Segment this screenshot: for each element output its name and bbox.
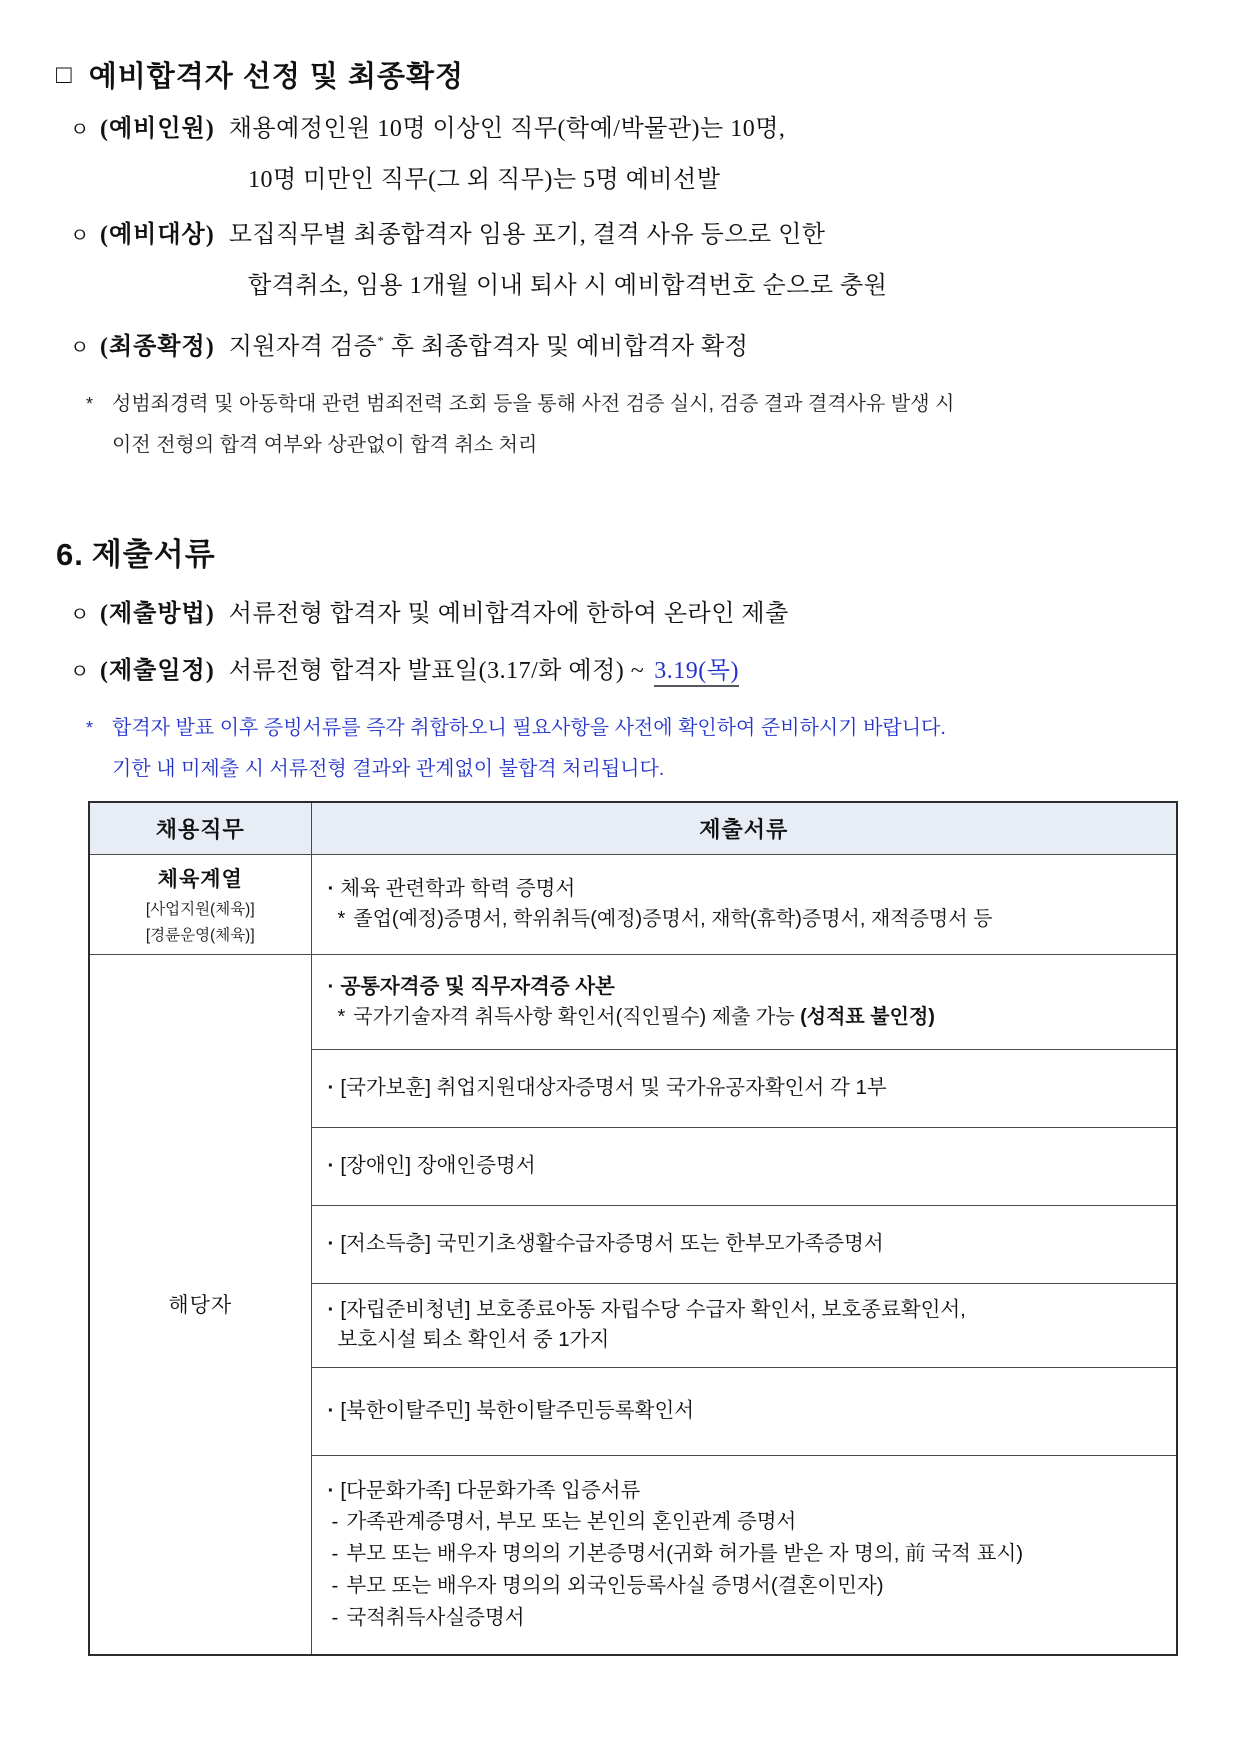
doc-veterans-line: [국가보훈] 취업지원대상자증명서 및 국가유공자확인서 각 1부 bbox=[340, 1076, 887, 1099]
doc-disabled-line: [장애인] 장애인증명서 bbox=[340, 1154, 536, 1177]
docs-cell-veterans bbox=[311, 1049, 1177, 1127]
keyword-submit-schedule: (제출일정) bbox=[100, 658, 215, 684]
doc-defector-line: [북한이탈주민] 북한이탈주민등록확인서 bbox=[340, 1399, 695, 1422]
bullet-submit-method bbox=[56, 596, 1185, 633]
footnote-line1: 성범죄경력 및 아동학대 관련 범죄전력 조회 등을 통해 사전 검증 실시, 검증 결과 결격사유 발생 시 bbox=[112, 393, 955, 415]
doc-line bbox=[328, 874, 1163, 904]
doc-line bbox=[328, 1295, 1163, 1325]
deadline-link[interactable]: 3.19(목) bbox=[654, 658, 739, 687]
doc-self-reliance-line2: 보호시설 퇴소 확인서 중 1가지 bbox=[337, 1328, 610, 1351]
doc-common-cert-sub-text: 국가기술자격 취득사항 확인서(직인필수) 제출 가능 bbox=[353, 1005, 801, 1028]
doc-sub-line bbox=[338, 904, 1163, 934]
docs-cell-multicultural bbox=[311, 1455, 1177, 1655]
submit-note-line2: 기한 내 미제출 시 서류전형 결과와 관계없이 불합격 처리됩니다. bbox=[112, 758, 665, 780]
text-submit-method: 서류전형 합격자 및 예비합격자에 한하여 온라인 제출 bbox=[228, 601, 789, 627]
keyword-reserve-target: (예비대상) bbox=[100, 222, 215, 248]
doc-sub-line bbox=[338, 1002, 1163, 1032]
keyword-submit-method: (제출방법) bbox=[100, 601, 215, 627]
dash-icon: - bbox=[331, 1509, 339, 1533]
docs-cell-defector bbox=[311, 1367, 1177, 1455]
submission-docs-table bbox=[88, 801, 1178, 1656]
text-final-confirm-post: 후 최종합격자 및 예비합격자 확정 bbox=[384, 334, 749, 360]
dash-icon: - bbox=[331, 1541, 339, 1565]
bullet-reserve-count bbox=[56, 111, 1185, 148]
circle-bullet-icon: ㅇ bbox=[70, 119, 90, 141]
asterisk-icon: * bbox=[337, 1005, 346, 1028]
doc-dash-line bbox=[332, 1538, 1163, 1570]
circle-bullet-icon: ㅇ bbox=[70, 604, 90, 626]
footnote-line2: 이전 전형의 합격 여부와 상관없이 합격 취소 처리 bbox=[112, 434, 538, 456]
doc-line bbox=[328, 1073, 1163, 1103]
job-cell-sports bbox=[89, 854, 311, 954]
dot-bullet-icon: · bbox=[327, 877, 335, 900]
job-sports-sub2: [경륜운영(체육)] bbox=[145, 927, 255, 944]
docs-cell-self-reliance bbox=[311, 1283, 1177, 1367]
dash-icon: - bbox=[331, 1573, 339, 1597]
doc-multicultural-dash4: 국적취득사실증명서 bbox=[346, 1605, 525, 1629]
doc-common-cert-sub bbox=[353, 1002, 935, 1032]
doc-dash-line bbox=[332, 1570, 1163, 1602]
doc-line bbox=[328, 1229, 1163, 1259]
docs-cell-common-cert bbox=[311, 954, 1177, 1049]
doc-self-reliance-line: [자립준비청년] 보호종료아동 자립수당 수급자 확인서, 보호종료확인서, bbox=[340, 1298, 966, 1321]
dot-bullet-icon: · bbox=[327, 1076, 335, 1099]
circle-bullet-icon: ㅇ bbox=[70, 661, 90, 683]
bullet-submit-schedule bbox=[56, 653, 1185, 690]
doc-common-cert-line: 공통자격증 및 직무자격증 사본 bbox=[340, 974, 615, 998]
footnote-verification bbox=[56, 390, 1185, 459]
section-prelim-title: 예비합격자 선정 및 최종확정 bbox=[88, 61, 465, 93]
doc-low-income-line: [저소득층] 국민기초생활수급자증명서 또는 한부모가족증명서 bbox=[340, 1232, 884, 1255]
doc-line bbox=[328, 972, 1163, 1002]
doc-dash-line bbox=[332, 1602, 1163, 1634]
keyword-reserve-count: (예비인원) bbox=[100, 116, 215, 142]
section-prelim-heading bbox=[56, 54, 1185, 95]
docs-cell-sports bbox=[311, 854, 1177, 954]
bullet-reserve-target bbox=[56, 217, 1185, 254]
text-submit-schedule-pre: 서류전형 합격자 발표일(3.17/화 예정) ~ bbox=[228, 658, 645, 684]
header-docs-column: 제출서류 bbox=[311, 802, 1177, 854]
docs-cell-disabled bbox=[311, 1127, 1177, 1205]
dot-bullet-icon: · bbox=[327, 1478, 335, 1502]
text-submit-schedule bbox=[229, 653, 739, 689]
dash-icon: - bbox=[331, 1605, 339, 1629]
circle-bullet-icon: ㅇ bbox=[70, 225, 90, 247]
table-header-row bbox=[89, 802, 1177, 854]
doc-multicultural-dash1: 가족관계증명서, 부모 또는 본인의 혼인관계 증명서 bbox=[346, 1509, 797, 1533]
bullet-final-confirm bbox=[56, 323, 1185, 366]
dot-bullet-icon: · bbox=[327, 1232, 335, 1255]
text-final-confirm bbox=[229, 323, 749, 365]
doc-line bbox=[328, 1396, 1163, 1426]
table-row-sports bbox=[89, 854, 1177, 954]
asterisk-icon: * bbox=[86, 394, 94, 414]
doc-line bbox=[328, 1151, 1163, 1181]
dot-bullet-icon: · bbox=[327, 1399, 335, 1422]
job-cell-applicable: 해당자 bbox=[89, 954, 311, 1655]
doc-multicultural-dash3: 부모 또는 배우자 명의의 외국인등록사실 증명서(결혼이민자) bbox=[346, 1573, 884, 1597]
doc-common-cert-sub-bold: (성적표 불인정) bbox=[800, 1005, 935, 1028]
dot-bullet-icon: · bbox=[327, 1298, 335, 1321]
job-sports-title: 체육계열 bbox=[157, 868, 243, 891]
text-reserve-count-cont: 10명 미만인 직무(그 외 직무)는 5명 예비선발 bbox=[248, 167, 721, 193]
circle-bullet-icon: ㅇ bbox=[70, 337, 90, 359]
asterisk-icon: * bbox=[86, 718, 94, 738]
dot-bullet-icon: · bbox=[327, 1154, 335, 1177]
text-reserve-target: 모집직무별 최종합격자 임용 포기, 결격 사유 등으로 인한 bbox=[228, 222, 826, 248]
docs-cell-low-income bbox=[311, 1205, 1177, 1283]
doc-sports-line: 체육 관련학과 학력 증명서 bbox=[340, 877, 576, 900]
dot-bullet-icon: · bbox=[327, 974, 335, 998]
section-submit-title: 제출서류 bbox=[91, 537, 216, 572]
text-reserve-count: 채용예정인원 10명 이상인 직무(학예/박물관)는 10명, bbox=[228, 116, 786, 142]
submit-note bbox=[56, 714, 1185, 783]
table-row-common-cert bbox=[89, 954, 1177, 1049]
square-bullet-icon: □ bbox=[56, 58, 73, 89]
doc-dash-line bbox=[332, 1506, 1163, 1538]
asterisk-icon: * bbox=[337, 908, 346, 930]
text-reserve-target-cont: 합격취소, 임용 1개월 이내 퇴사 시 예비합격번호 순으로 충원 bbox=[248, 273, 888, 299]
doc-line-cont bbox=[338, 1325, 1163, 1355]
doc-line bbox=[328, 1476, 1163, 1506]
section-number: 6. bbox=[56, 537, 84, 572]
doc-multicultural-dash2: 부모 또는 배우자 명의의 기본증명서(귀화 허가를 받은 자 명의, 前 국적 표시) bbox=[346, 1541, 1024, 1565]
text-final-confirm-pre: 지원자격 검증 bbox=[228, 334, 378, 360]
submit-note-line1: 합격자 발표 이후 증빙서류를 즉각 취합하오니 필요사항을 사전에 확인하여 준비하시기 바랍니다. bbox=[112, 717, 946, 739]
header-job-column: 채용직무 bbox=[89, 802, 311, 854]
keyword-final-confirm: (최종확정) bbox=[100, 334, 215, 360]
doc-sports-sub: 졸업(예정)증명서, 학위취득(예정)증명서, 재학(휴학)증명서, 재적증명서 등 bbox=[353, 908, 993, 930]
section-submit-heading bbox=[56, 529, 1185, 574]
doc-multicultural-line: [다문화가족] 다문화가족 입증서류 bbox=[340, 1478, 641, 1502]
footnote-ref-asterisk: * bbox=[377, 333, 385, 348]
job-sports-sub1: [사업지원(체육)] bbox=[145, 901, 255, 918]
